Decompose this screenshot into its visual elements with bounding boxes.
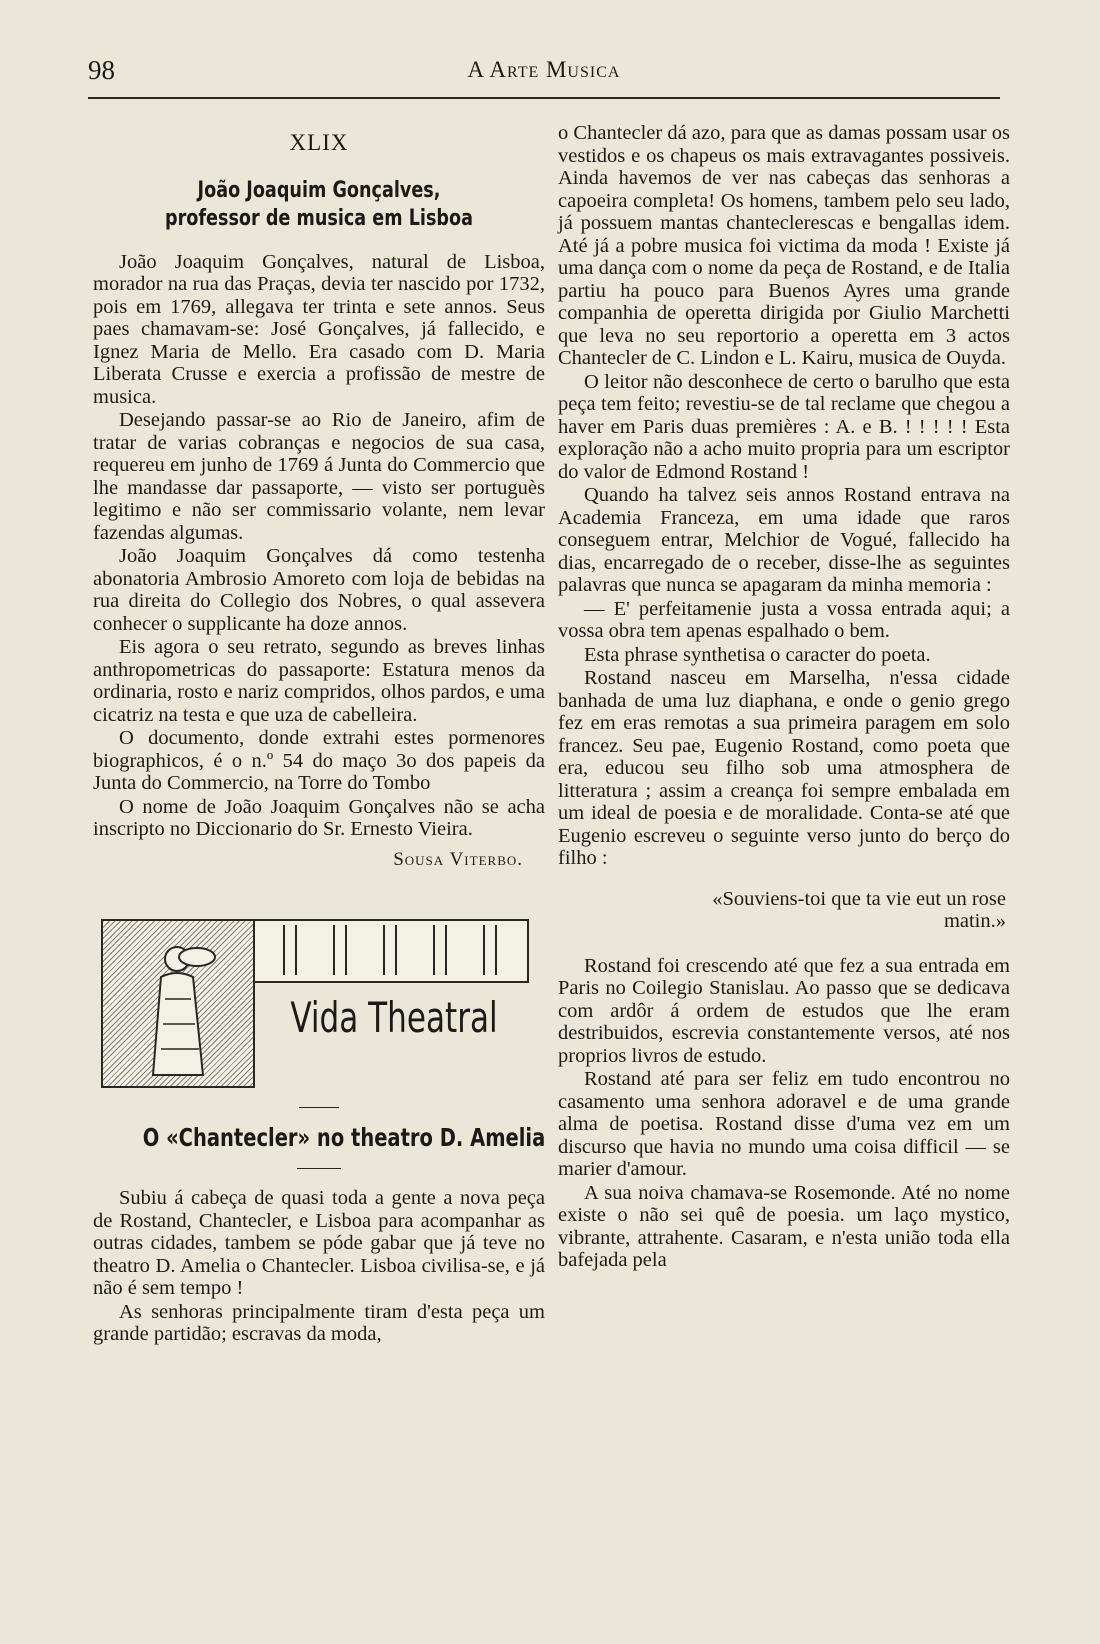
paragraph: O leitor não desconhece de certo o barulho que esta peça tem feito; revestiu-se de tal reclame que chegou a haver em Paris duas premières : A. e B. ! ! ! ! ! Esta exploração não a acho muito propria para um escriptor do valor de Edmond Rostand ! <box>558 370 1010 483</box>
paragraph: O nome de João Joaquim Gonçalves não se acha inscripto no Diccionario do Sr. Ernesto Vieira. <box>93 795 545 840</box>
article-number: XLIX <box>289 130 349 155</box>
paragraph: O documento, donde extrahi estes pormenores biographicos, é o n.º 54 do maço 3o dos papeis da Junta do Commercio, na Torre do Tombo <box>93 727 545 794</box>
paragraph: o Chantecler dá azo, para que as damas possam usar os vestidos e os chapeus os mais extravagantes possiveis. Ainda havemos de ver nas cabeças das senhoras a capoeira completa! Os homens, tambem pelo seu lado, já possuem mantas chanteclerescas e bengallas idem. Até já a pobre musica foi victima da moda ! Existe já uma dança com o nome da peça de Rostand, e de Italia partiu ha pouco para Buenos Ayres uma grande companhia de operetta dirigida por Giulio Marchetti que leva no seu reportorio a operetta em 3 actos Chantecler de C. Lindon e L. Kairu, musica de Ouyda. <box>558 122 1010 369</box>
paragraph: Rostand foi crescendo até que fez a sua entrada em Paris no Coilegio Stanislau. Ao passo que se dedicava com ardôr á ordem de estudos que lhe eram destribuidos, escrevia constantemente versos, até nos proprios livros de estudo. <box>558 954 1010 1067</box>
left-column <box>93 122 545 1347</box>
verse-quote <box>558 888 1010 933</box>
paragraph: Subiu á cabeça de quasi toda a gente a nova peça de Rostand, Chantecler, e Lisboa para acompanhar as outras cidades, tambem se póde gabar que já teve no theatro D. Amelia o Chantecler. Lisboa civilisa-se, e já não é sem tempo ! <box>93 1187 545 1299</box>
divider <box>299 1107 339 1108</box>
paragraph: As senhoras principalmente tiram d'esta peça um grande partidão; escravas da moda, <box>93 1300 545 1345</box>
paragraph: Esta phrase synthetisa o caracter do poeta. <box>584 643 931 666</box>
muse-illustration <box>101 919 255 1088</box>
paragraph: Rostand até para ser feliz em tudo encontrou no casamento uma senhora adoravel e de uma grande alma de poetisa. Rostand disse d'uma vez em um discurso que havia no mundo uma coisa difficil — se marier d'amour. <box>558 1068 1010 1180</box>
paragraph: Eis agora o seu retrato, segundo as breves linhas anthropometricas do passaporte: Estatura menos da ordinaria, rosto e nariz compridos, olhos pardos, e uma cicatriz na testa e que uza de cabelleira. <box>93 636 545 726</box>
section-title: Vida Theatral <box>290 993 498 1042</box>
divider <box>297 1168 341 1169</box>
page-number: 98 <box>88 55 115 85</box>
paragraph: Quando ha talvez seis annos Rostand entrava na Academia Franceza, em uma idade que raros conseguem entrar, Melchior de Vogué, fallecido ha dias, encarregado de o receber, disse-lhe as seguintes palavras que nunca se apagaram da minha memoria : <box>558 484 1010 596</box>
paragraph: João Joaquim Gonçalves dá como testenha abonatoria Ambrosio Amoreto com loja de bebidas na rua direita do Collegio dos Nobres, o qual assevera conhecer o supplicante ha doze annos. <box>93 545 545 635</box>
article-heading-line-2: professor de musica em Lisboa <box>165 205 473 231</box>
quote-line: matin.» <box>943 910 1006 932</box>
paragraph: João Joaquim Gonçalves, natural de Lisboa, morador na rua das Praças, devia ter nascido por 1732, pois em 1769, allegava ter trinta e sete annos. Seus paes chamavam-se: José Gonçalves, já fallecido, e Ignez Maria de Mello. Era casado com D. Maria Liberata Crusse e exercia a profissão de mestre de musica. <box>93 250 545 408</box>
paragraph: Rostand nasceu em Marselha, n'essa cidade banhada de uma luz diaphana, e onde o genio grego fez em eras remotas a sua primeira paragem em solo francez. Seu pae, Eugenio Rostand, como poeta que era, educou seu filho sob uma atmosphera de litteratura ; assim a creança foi sempre embalada em um ideal de poesia e de moralidade. Conta-se até que Eugenio escreveu o seguinte verso junto do berço do filho : <box>558 667 1010 869</box>
running-title: A Arte Musica <box>467 57 621 82</box>
paragraph: — E' perfeitamenie justa a vossa entrada aqui; a vossa obra tem apenas espalhado o bem. <box>558 597 1010 642</box>
paragraph: Desejando passar-se ao Rio de Janeiro, afim de tratar de varias cobranças e negocios de sua casa, requereu em junho de 1769 á Junta do Commercio que lhe mandasse dar passaporte, — visto ser portuguès legitimo e não ser commissario volante, nem levar fazendas algumas. <box>93 409 545 544</box>
muse-figure-icon <box>131 929 227 1079</box>
header-rule <box>88 97 1000 99</box>
paragraph: A sua noiva chamava-se Rosemonde. Até no nome existe o não sei quê de poesia. um laço mystico, vibrante, attrahente. Casaram, e n'esta união toda ella bafejada pela <box>558 1181 1010 1271</box>
quote-line: «Souviens-toi que ta vie eut un rose <box>712 887 1006 910</box>
article-heading-line-1: João Joaquim Gonçalves, <box>197 177 441 203</box>
article-heading: O «Chantecler» no theatro D. Amelia <box>142 1123 546 1152</box>
right-column <box>558 122 1010 1273</box>
signature: Sousa Viterbo. <box>393 848 523 870</box>
section-banner <box>93 919 545 1087</box>
